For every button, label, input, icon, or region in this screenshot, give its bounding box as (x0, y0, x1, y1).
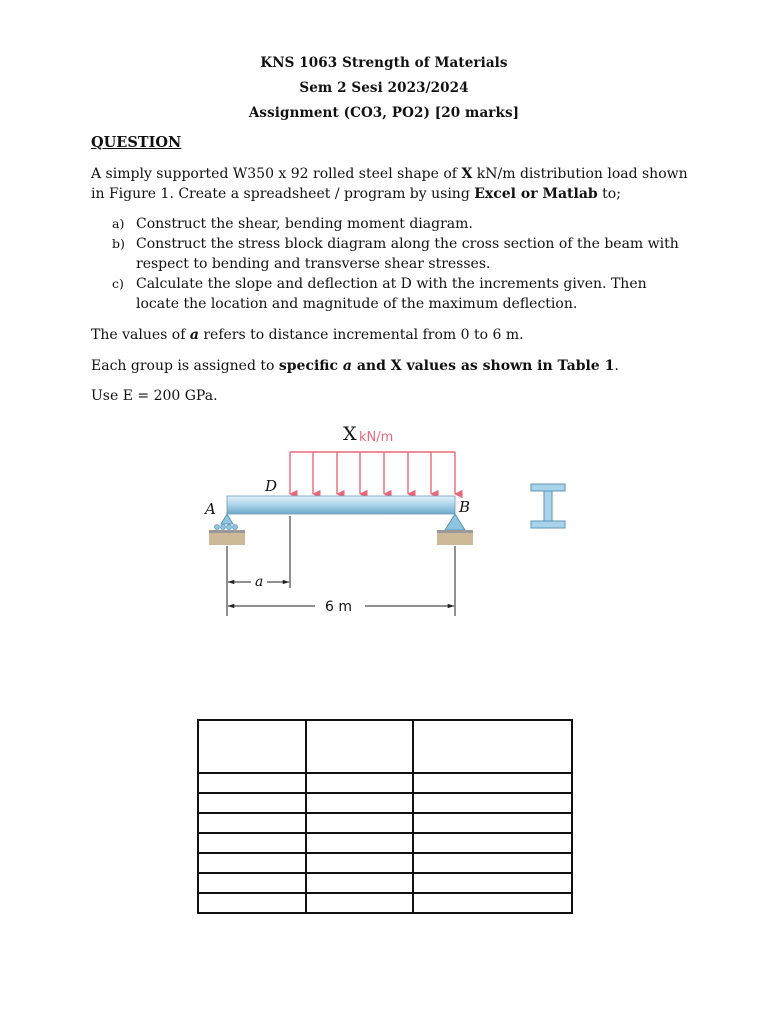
table-cell (198, 793, 306, 813)
svg-text:6 m: 6 m (325, 599, 352, 615)
table-row (198, 853, 572, 873)
point-d-label: D (265, 477, 278, 495)
table-row (198, 793, 572, 813)
course-title: KNS 1063 Strength of Materials (260, 55, 508, 71)
question-heading: QUESTION (91, 134, 182, 151)
load-symbol: X (343, 423, 357, 445)
table-cell (306, 833, 413, 853)
list-item: b) Construct the stress block diagram along the cross section of the beam with respect to bending and transverse shear stresses. (112, 236, 679, 272)
svg-text:a: a (255, 574, 264, 590)
beam-figure (195, 418, 585, 623)
point-a-label: A (205, 500, 216, 518)
semester-line: Sem 2 Sesi 2023/2024 (299, 80, 469, 96)
table-cell (413, 873, 572, 893)
table-cell (198, 720, 306, 773)
pin-support-b (437, 514, 473, 545)
group-note: Each group is assigned to specific a and X values as shown in Table 1. (91, 358, 619, 374)
table-row (198, 813, 572, 833)
table-cell (413, 720, 572, 773)
table-row (198, 773, 572, 793)
table-cell (198, 833, 306, 853)
table-row (198, 833, 572, 853)
dimension-span (228, 599, 454, 615)
table-cell (413, 813, 572, 833)
table-cell (413, 833, 572, 853)
list-item: c) Calculate the slope and deflection at D with the increments given. Then locate the location and magnitude of the maximum deflection. (112, 276, 647, 312)
table-cell (198, 773, 306, 793)
table-cell (198, 893, 306, 913)
assignment-table (197, 719, 573, 914)
table-cell (413, 773, 572, 793)
roller-support-a (209, 514, 245, 545)
table-cell (198, 813, 306, 833)
table-row (198, 893, 572, 913)
table-cell (306, 720, 413, 773)
alpha-note: The values of a refers to distance incremental from 0 to 6 m. (91, 327, 524, 343)
distributed-load (290, 452, 455, 494)
modulus-note: Use E = 200 GPa. (91, 388, 218, 404)
load-unit: kN/m (359, 430, 394, 445)
table-cell (198, 873, 306, 893)
table-cell (198, 853, 306, 873)
table-cell (306, 873, 413, 893)
table-cell (413, 853, 572, 873)
table-cell (306, 793, 413, 813)
list-item: a) Construct the shear, bending moment diagram. (112, 216, 473, 232)
table-row (198, 873, 572, 893)
table-header-row (198, 720, 572, 773)
task-list (112, 214, 682, 314)
point-b-label: B (459, 498, 471, 516)
assignment-line: Assignment (CO3, PO2) [20 marks] (248, 105, 520, 121)
table-cell (306, 813, 413, 833)
table-cell (306, 853, 413, 873)
table-cell (306, 893, 413, 913)
table-cell (306, 773, 413, 793)
beam (227, 496, 455, 514)
dimension-a (228, 574, 289, 590)
question-intro: A simply supported W350 x 92 rolled steel shape of X kN/m distribution load shown in Figure 1. Create a spreadsheet / program by using Excel or Matlab to; (91, 166, 688, 202)
table-cell (413, 793, 572, 813)
table-cell (413, 893, 572, 913)
i-beam-section-icon (531, 484, 565, 528)
